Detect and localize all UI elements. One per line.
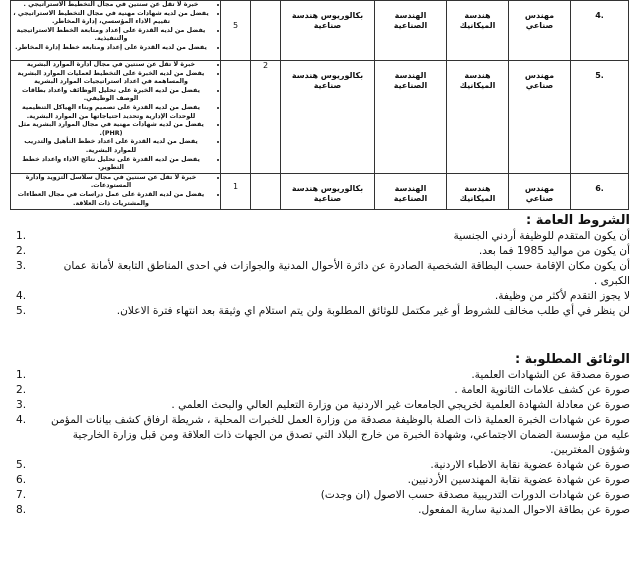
row-number-cell	[571, 1, 629, 61]
specialty-cell	[375, 1, 447, 61]
document-item	[10, 458, 630, 473]
requirement-item: • يفضل من لديه القدرة على إعداد ومتابعة خطط إدارة المخاطر.	[13, 44, 209, 53]
row-number-cell-text: 6.	[595, 183, 604, 193]
experience-years-cell	[251, 173, 281, 209]
required-documents-title: الوثائق المطلوبة :	[514, 352, 630, 367]
condition-item	[10, 259, 630, 289]
degree-cell-text: بكالوريوس هندسة صناعية	[291, 71, 364, 90]
requirement-item: • خبرة لا تقل عن سنتين في مجال سلاسل التزويد وادارة المستودعات.	[13, 174, 209, 191]
requirement-item: • يفضل من لديه القدرة على اعداد خطط التأهيل والتدريب للموارد البشرية.	[13, 138, 209, 155]
jobs-table	[10, 0, 629, 210]
item-text: صورة مصدقة عن الشهادات العلمية.	[471, 369, 630, 381]
item-number: 3.	[16, 260, 27, 272]
item-number: 5.	[16, 459, 27, 471]
department-cell-text: هندسة الميكانيك	[459, 71, 496, 90]
vacancy-count-cell-text: 5	[232, 21, 239, 30]
vacancy-count-cell-text: 1	[232, 181, 239, 191]
requirement-item: • يفضل من لديه القدرة على عمل دراسات في مجال العطاءات والمشتريات ذات العلاقة.	[13, 191, 209, 208]
experience-years-cell-text: 2	[262, 61, 269, 70]
row-number-cell-text: 4.	[595, 11, 604, 20]
department-cell	[447, 61, 509, 174]
job-row	[11, 61, 629, 174]
row-number-cell	[571, 61, 629, 174]
job-row	[11, 173, 629, 209]
specialty-cell-text: الهندسة الصناعية	[393, 183, 428, 203]
item-text: أن يكون مكان الإقامة حسب البطاقة الشخصية الصادرة عن دائرة الأحوال المدنية والجوازات في احدى المناطق التابعة لأمانة عمان الكبرى .	[63, 260, 630, 287]
item-number: 3.	[16, 399, 27, 411]
document-item	[10, 488, 630, 503]
document-item	[10, 413, 630, 458]
condition-item	[10, 289, 630, 304]
condition-item	[10, 244, 630, 259]
requirements-cell	[11, 61, 221, 174]
row-number-cell	[571, 173, 629, 209]
experience-years-cell	[251, 61, 281, 174]
general-conditions-list	[10, 229, 630, 319]
vacancy-count-cell	[221, 173, 251, 209]
item-number: 1.	[16, 369, 27, 381]
item-text: لا يجوز التقدم لأكثر من وظيفة.	[494, 290, 630, 302]
document-item	[10, 383, 630, 398]
specialty-cell	[375, 173, 447, 209]
general-conditions-section	[10, 213, 630, 319]
condition-item	[10, 229, 630, 244]
department-cell-text: هندسة الميكانيك	[459, 183, 496, 203]
degree-cell-text: بكالوريوس هندسة صناعية	[291, 183, 364, 203]
item-text: أن يكون المتقدم للوظيفة أردني الجنسية	[453, 230, 630, 242]
requirement-item: • يفضل من لديه القدرة على تصميم وبناء الهياكل التنظيمية للوحدات الإدارية وتحديد احتياجاتها من الموارد البشرية.	[13, 104, 209, 121]
specialty-cell-text: الهندسة الصناعية	[393, 71, 428, 90]
item-text: صورة عن معادلة الشهادة العلمية لخريجي الجامعات غير الاردنية من وزارة التعليم العالي والبحث العلمي .	[171, 399, 630, 411]
item-text: أن يكون من مواليد 1985 فما بعد.	[478, 245, 630, 257]
item-number: 7.	[16, 489, 27, 501]
degree-cell	[281, 173, 375, 209]
experience-years-cell-text	[253, 174, 278, 182]
vacancy-count-cell	[221, 61, 251, 174]
degree-cell	[281, 61, 375, 174]
item-text: صورة عن شهادات الخبرة العملية ذات الصلة بالوظيفة مصدقة من وزارة العمل للخبرات المحلية ، شريطة ارفاق كشف بيانات المؤمن عليه من مؤسسة الضمان الاجتماعي، وشهادة الخبرة من خارج البلاد التي تصدق من الجهات ذات العلاقة ومن قبل وزارة الخارجية وشؤون المغتربين.	[51, 414, 630, 456]
item-text: صورة عن شهادة عضوية نقابة المهندسين الأردنيين.	[407, 474, 630, 486]
item-number: 4.	[16, 414, 27, 426]
job-title-cell-text: مهندس صناعي	[524, 11, 555, 30]
condition-item	[10, 304, 630, 319]
required-documents-list	[10, 368, 630, 518]
item-number: 2.	[16, 245, 27, 257]
job-row	[11, 1, 629, 61]
specialty-cell	[375, 61, 447, 174]
requirement-item: • يفضل من لديه الخبرة على التخطيط لعمليات الموارد البشرية والمساهمة في اعداد استراتيجيات الموارد البشرية	[13, 70, 209, 87]
item-text: صورة عن بطاقة الاحوال المدنية سارية المفعول.	[418, 504, 630, 516]
item-text: لن ينظر في أي طلب مخالف للشروط أو غير مكتمل للوثائق المطلوبة ولن يتم استلام اي وثيقة بعد انتهاء فترة الاعلان.	[116, 305, 630, 317]
item-number: 8.	[16, 504, 27, 516]
requirement-item: • يفضل من لديه القدرة على تحليل نتائج الاداء واعداد خطط التطوير.	[13, 156, 209, 173]
degree-cell	[281, 1, 375, 61]
job-title-cell	[509, 173, 571, 209]
experience-years-cell	[251, 1, 281, 61]
requirements-cell	[11, 173, 221, 209]
general-conditions-title: الشروط العامة :	[526, 213, 630, 228]
item-text: صورة عن كشف علامات الثانوية العامة .	[454, 384, 630, 396]
requirement-item: • خبرة لا تقل عن سنتين في مجال ادارة الموارد البشرية	[13, 61, 209, 70]
requirement-item: • يفضل من لديه القدرة على إعداد ومتابعة الخطط الاستراتيجية والتنفيذية.	[13, 27, 209, 44]
vacancy-count-cell	[221, 1, 251, 61]
item-number: 2.	[16, 384, 27, 396]
item-text: صورة عن شهادات الدورات التدريبية مصدقة حسب الاصول (ان وجدت)	[320, 489, 630, 501]
requirements-cell	[11, 1, 221, 61]
job-title-cell-text: مهندس صناعي	[524, 71, 555, 90]
department-cell-text: هندسة الميكانيك	[459, 11, 496, 30]
document-item	[10, 398, 630, 413]
item-number: 1.	[16, 230, 27, 242]
requirement-item: • يفضل من لديه شهادات مهنية في مجال الموارد البشرية مثل (PHR).	[13, 121, 209, 138]
required-documents-section	[10, 352, 630, 518]
department-cell	[447, 173, 509, 209]
requirement-item: • خبرة لا تقل عن سنتين في مجال التخطيط الاستراتيجي .	[13, 1, 209, 10]
item-text: صورة عن شهادة عضوية نقابة الاطباء الاردنية.	[430, 459, 630, 471]
requirement-item: • يفضل من لديه الخبرة على تحليل الوظائف واعداد بطاقات الوصف الوظيفي.	[13, 87, 209, 104]
department-cell	[447, 1, 509, 61]
specialty-cell-text: الهندسة الصناعية	[393, 11, 428, 30]
degree-cell-text: بكالوريوس هندسة صناعية	[291, 11, 364, 30]
document-item	[10, 368, 630, 383]
item-number: 6.	[16, 474, 27, 486]
row-number-cell-text: 5.	[595, 71, 604, 80]
requirement-item: • يفضل من لديه شهادات مهنية في مجال التخطيط الاستراتيجي ، تقييم الاداء المؤسسي، إدارة المخاطر.	[13, 10, 209, 27]
job-title-cell	[509, 1, 571, 61]
job-title-cell	[509, 61, 571, 174]
document-item	[10, 473, 630, 488]
document-item	[10, 503, 630, 518]
item-number: 4.	[16, 290, 27, 302]
item-number: 5.	[16, 305, 27, 317]
job-title-cell-text: مهندس صناعي	[524, 183, 555, 203]
experience-years-cell-text	[253, 1, 278, 21]
